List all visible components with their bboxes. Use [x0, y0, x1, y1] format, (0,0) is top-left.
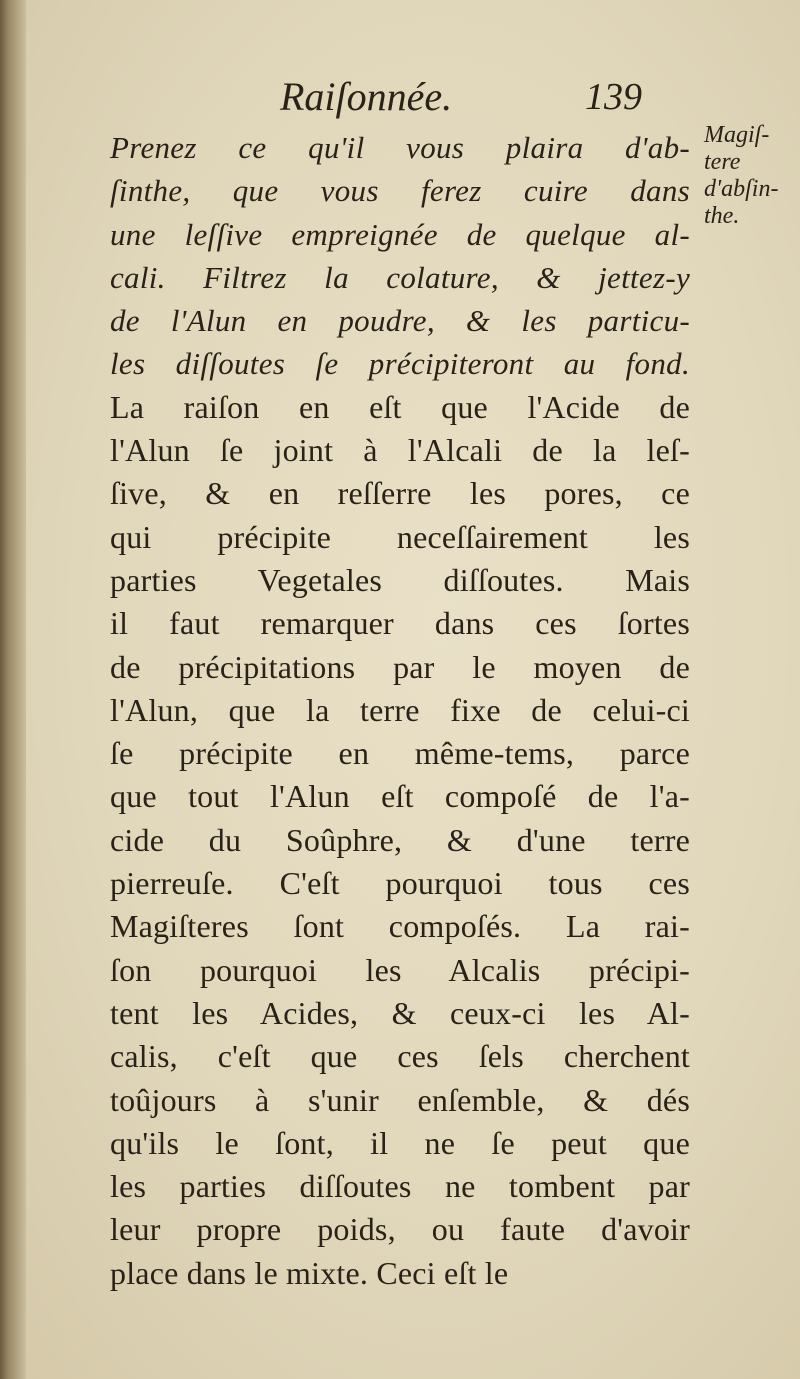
explanation-line: pierreuſe. C'eſt pourquoi tous ces: [110, 865, 690, 902]
body-text: [110, 126, 690, 1295]
explanation-line: qui précipite neceſſairement les: [110, 518, 690, 555]
marginal-note-line: tere: [704, 149, 741, 175]
explanation-line: il faut remarquer dans ces ſortes: [110, 605, 690, 642]
explanation-line: Magiſteres ſont compoſés. La rai-: [110, 908, 690, 945]
marginal-note-line: d'abſin-: [704, 176, 779, 202]
explanation-line: parties Vegetales diſſoutes. Mais: [110, 561, 690, 598]
recipe-line: Prenez ce qu'il vous plaira d'ab-: [110, 130, 690, 165]
page-gutter: [0, 0, 26, 1379]
explanation-line: l'Alun, que la terre fixe de celui-ci: [110, 691, 690, 728]
explanation-line: l'Alun ſe joint à l'Alcali de la leſ-: [110, 432, 690, 469]
page-number: 139: [585, 76, 642, 118]
explanation-line: ſon pourquoi les Alcalis précipi-: [110, 951, 690, 988]
running-head: Raiſonnée.: [280, 74, 453, 119]
explanation-line: les parties diſſoutes ne tombent par: [110, 1168, 690, 1205]
recipe-line: les diſſoutes ſe précipiteront au fond.: [110, 346, 690, 382]
explanation-line: calis, c'eſt que ces ſels cherchent: [110, 1038, 690, 1075]
explanation-line: de précipitations par le moyen de: [110, 648, 690, 685]
marginal-note-line: the.: [704, 203, 740, 229]
marginal-note-line: Magiſ-: [704, 122, 770, 148]
explanation-line: que tout l'Alun eſt compoſé de l'a-: [110, 778, 690, 815]
explanation-line: ſe précipite en même-tems, parce: [110, 735, 690, 772]
explanation-line: tent les Acides, & ceux-ci les Al-: [110, 994, 690, 1031]
recipe-line: cali. Filtrez la colature, & jettez-y: [110, 259, 690, 295]
marginal-note: [704, 122, 796, 230]
explanation-line: La raiſon en eſt que l'Acide de: [110, 388, 690, 425]
page-header: [280, 72, 700, 122]
explanation-line: qu'ils le ſont, il ne ſe peut que: [110, 1124, 690, 1161]
recipe-line: de l'Alun en poudre, & les particu-: [110, 303, 690, 339]
recipe-line: une leſſive empreignée de quelque al-: [110, 216, 690, 252]
explanation-line: toûjours à s'unir enſemble, & dés: [110, 1081, 690, 1118]
explanation-line: cide du Soûphre, & d'une terre: [110, 821, 690, 858]
recipe-line: ſinthe, que vous ferez cuire dans: [110, 173, 690, 209]
explanation-line: leur propre poids, ou faute d'avoir: [110, 1211, 690, 1248]
explanation-line: place dans le mixte. Ceci eſt le: [110, 1254, 509, 1291]
explanation-line: ſive, & en reſſerre les pores, ce: [110, 475, 690, 512]
